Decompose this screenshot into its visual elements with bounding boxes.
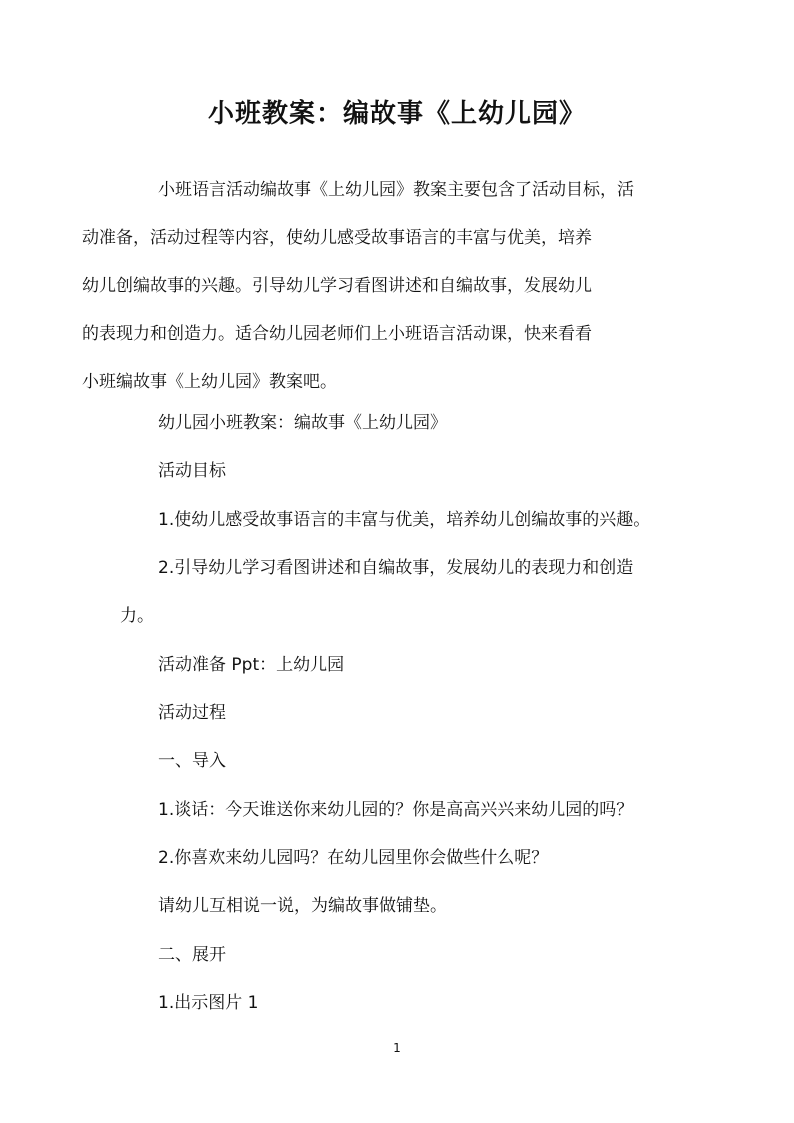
goal-item-1: 1.使幼儿感受故事语言的丰富与优美，培养幼儿创编故事的兴趣。 <box>158 510 651 530</box>
step-heading-intro: 一、导入 <box>158 751 226 771</box>
intro-line: 小班语言活动编故事《上幼儿园》教案主要包含了活动目标，活 <box>158 180 634 200</box>
intro-paragraph <box>82 166 680 406</box>
page-title: 小班教案：编故事《上幼儿园》 <box>207 99 586 129</box>
step-note: 请幼儿互相说一说，为编故事做铺垫。 <box>158 896 447 916</box>
intro-line: 幼儿创编故事的兴趣。引导幼儿学习看图讲述和自编故事，发展幼儿 <box>82 276 592 296</box>
preparation-line: 活动准备 Ppt：上幼儿园 <box>158 655 345 675</box>
section-heading-goals: 活动目标 <box>158 461 226 481</box>
step-item: 2.你喜欢来幼儿园吗？在幼儿园里你会做些什么呢？ <box>158 848 549 868</box>
subtitle: 幼儿园小班教案：编故事《上幼儿园》 <box>158 413 447 433</box>
intro-line: 的表现力和创造力。适合幼儿园老师们上小班语言活动课，快来看看 <box>82 324 592 344</box>
intro-line: 小班编故事《上幼儿园》教案吧。 <box>82 372 337 392</box>
goal-item-2-continuation: 力。 <box>120 606 154 626</box>
step-item: 1.谈话：今天谁送你来幼儿园的？你是高高兴兴来幼儿园的吗？ <box>158 800 634 820</box>
section-heading-process: 活动过程 <box>158 703 226 723</box>
intro-line: 动准备，活动过程等内容，使幼儿感受故事语言的丰富与优美，培养 <box>82 228 592 248</box>
step-heading-expand: 二、展开 <box>158 945 226 965</box>
goal-item-2: 2.引导幼儿学习看图讲述和自编故事，发展幼儿的表现力和创造 <box>158 558 634 578</box>
page-number: 1 <box>393 1041 401 1055</box>
step-item: 1.出示图片 1 <box>158 993 259 1013</box>
